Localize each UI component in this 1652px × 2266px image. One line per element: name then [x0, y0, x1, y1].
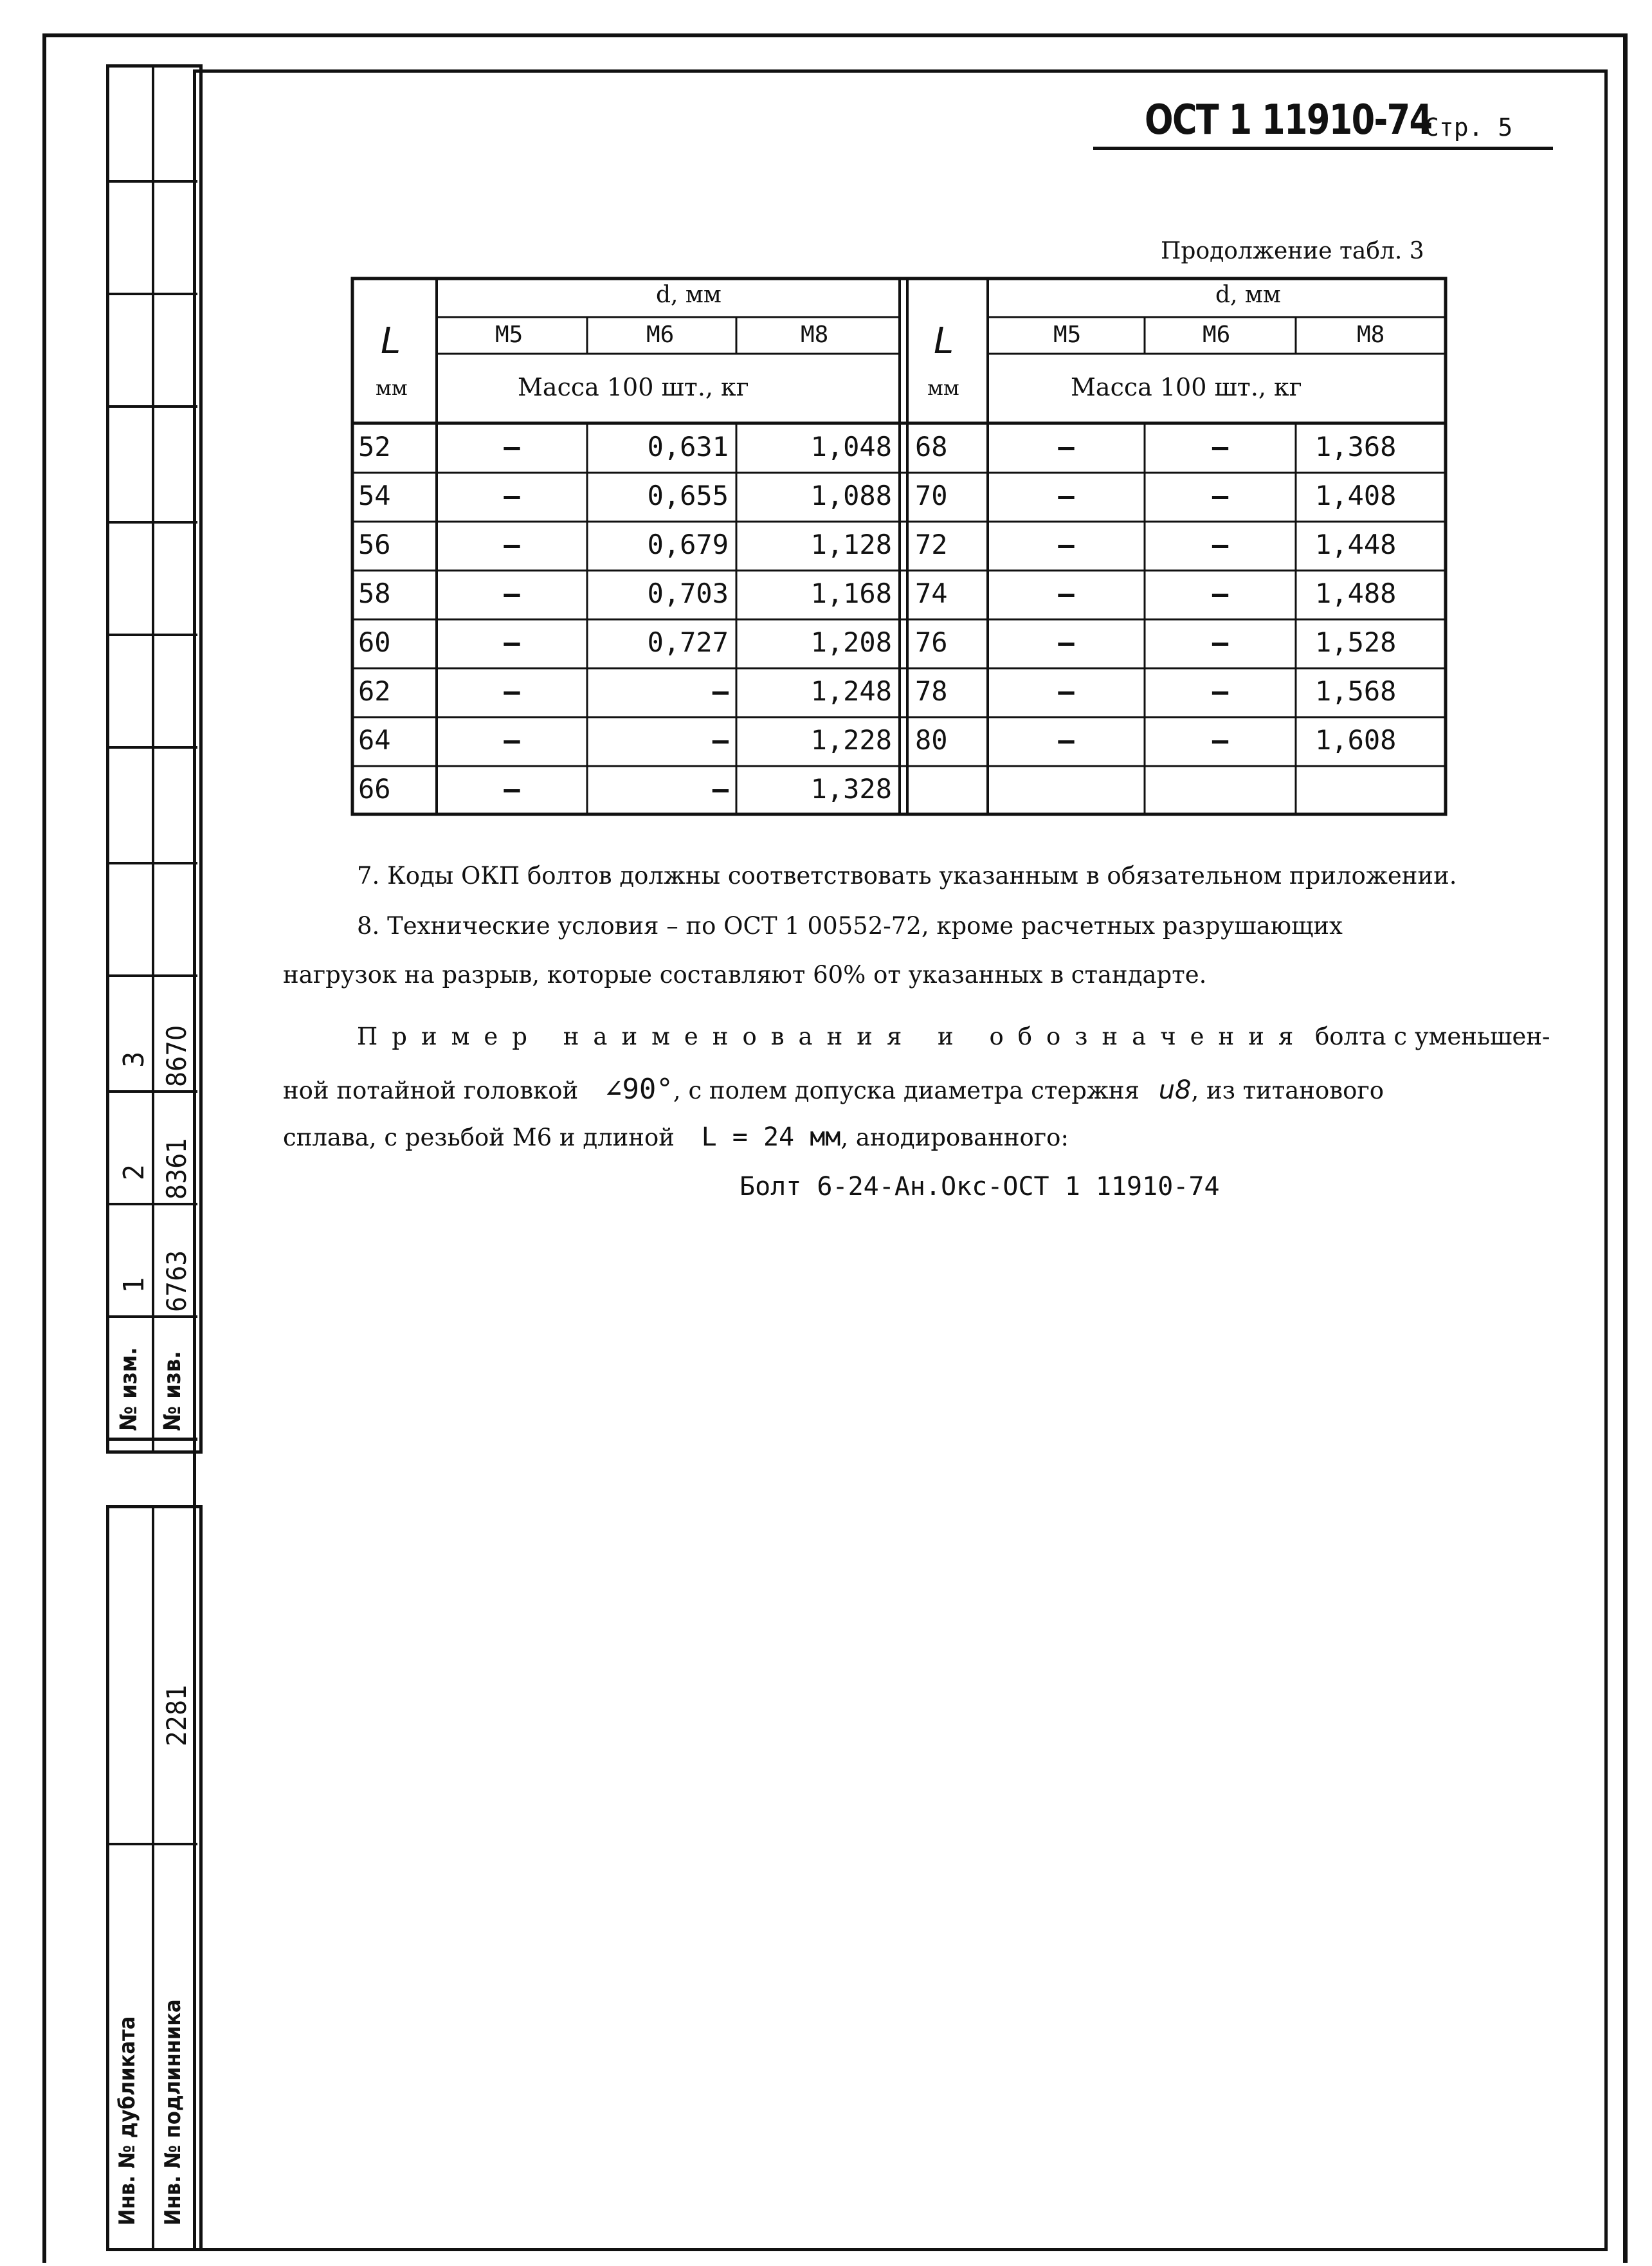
col-m8-right: М8 [1357, 322, 1385, 348]
table-cell-left-r6-m5: – [504, 675, 520, 707]
table-cell-right-r5-m6: – [1212, 626, 1229, 658]
example-line-1 [357, 1023, 1550, 1050]
table-cell-right-r5-length: 76 [915, 626, 948, 658]
original-inventory-number: 2281 [161, 1684, 192, 1746]
table-cell-left-r1-m8: 1,048 [810, 431, 892, 462]
table-cell-left-r3-m6: 0,679 [647, 529, 729, 560]
table-cell-left-r4-m8: 1,168 [810, 578, 892, 609]
table-cell-right-r6-m8: 1,568 [1315, 675, 1397, 707]
izm-label: № изм. [116, 1347, 142, 1431]
example-line-3-b: , анодированного: [840, 1124, 1069, 1151]
table-cell-left-r4-m6: 0,703 [647, 578, 729, 609]
length-unit-right: мм [927, 376, 959, 400]
angle-90: ∠90° [604, 1073, 673, 1106]
table-cell-right-r1-length: 68 [915, 431, 948, 462]
table-cell-left-r2-m6: 0,655 [647, 480, 729, 511]
table-cell-left-r4-length: 58 [358, 578, 391, 609]
table-cell-left-r1-m5: – [504, 431, 520, 462]
table-cell-right-r3-m5: – [1058, 529, 1075, 560]
izv-label: № изв. [159, 1351, 186, 1431]
example-line-2-c: , из титанового [1191, 1077, 1384, 1104]
col-m8-left: М8 [801, 322, 829, 348]
table-cell-right-r3-m6: – [1212, 529, 1229, 560]
col-m5-right: М5 [1053, 322, 1082, 348]
length-24: L = 24 мм [701, 1122, 841, 1152]
table-cell-right-r2-length: 70 [915, 480, 948, 511]
table-cell-right-r3-m8: 1,448 [1315, 529, 1397, 560]
table-cell-left-r6-m6: – [712, 675, 729, 707]
example-line-2-b: , с полем допуска диаметра стержня [673, 1077, 1139, 1104]
col-m5-left: М5 [495, 322, 523, 348]
tolerance-u8: u8 [1158, 1075, 1192, 1105]
diameter-header-right: d, мм [1215, 282, 1281, 308]
clause-8-line-1: 8. Технические условия – по ОСТ 1 00552-72, кроме расчетных разрушающих [357, 912, 1343, 940]
table-cell-left-r7-m6: – [712, 724, 729, 756]
table-cell-right-r4-m6: – [1212, 578, 1229, 609]
table-cell-left-r7-m5: – [504, 724, 520, 756]
table-cell-left-r2-m8: 1,088 [810, 480, 892, 511]
table-cell-right-r7-m6: – [1212, 724, 1229, 756]
table-cell-left-r7-m8: 1,228 [810, 724, 892, 756]
table-cell-right-r1-m8: 1,368 [1315, 431, 1397, 462]
table-cell-left-r8-m5: – [504, 773, 520, 805]
table-cell-right-r2-m5: – [1058, 480, 1075, 511]
notice-number-8361: 8361 [161, 1137, 192, 1200]
example-heading: Пример наименования и обозначения [357, 1023, 1308, 1050]
table-cell-left-r2-m5: – [504, 480, 520, 511]
table-cell-right-r4-m8: 1,488 [1315, 578, 1397, 609]
table-cell-left-r8-length: 66 [358, 773, 391, 805]
table-cell-left-r5-m5: – [504, 626, 520, 658]
notice-number-8670: 8670 [161, 1025, 192, 1087]
table-cell-left-r8-m8: 1,328 [810, 773, 892, 805]
table-cell-left-r5-m8: 1,208 [810, 626, 892, 658]
document-code: ОСТ 1 11910-74 [1145, 96, 1432, 144]
table-cell-left-r6-m8: 1,248 [810, 675, 892, 707]
notice-number-6763: 6763 [161, 1250, 192, 1312]
mass-header-left: Масса 100 шт., кг [518, 373, 749, 401]
table-cell-left-r6-length: 62 [358, 675, 391, 707]
header-underline [1093, 147, 1553, 150]
table-cell-left-r3-m5: – [504, 529, 520, 560]
table-cell-right-r6-m6: – [1212, 675, 1229, 707]
change-number-1: 1 [118, 1276, 150, 1293]
mass-header-right: Масса 100 шт., кг [1071, 373, 1302, 401]
col-m6-left: М6 [646, 322, 675, 348]
table-cell-right-r5-m8: 1,528 [1315, 626, 1397, 658]
example-line-2 [283, 1073, 1384, 1106]
length-symbol-right: L [934, 320, 954, 362]
table-cell-left-r2-length: 54 [358, 480, 391, 511]
table-cell-left-r8-m6: – [712, 773, 729, 805]
table-cell-right-r7-m5: – [1058, 724, 1075, 756]
table-cell-left-r1-length: 52 [358, 431, 391, 462]
table-cell-left-r4-m5: – [504, 578, 520, 609]
table-cell-right-r4-m5: – [1058, 578, 1075, 609]
table-cell-left-r3-length: 56 [358, 529, 391, 560]
example-line-3 [283, 1122, 1069, 1152]
table-cell-right-r3-length: 72 [915, 529, 948, 560]
page-label: Стр. 5 [1424, 113, 1513, 142]
table-caption: Продолжение табл. 3 [1161, 238, 1424, 264]
table-cell-left-r5-m6: 0,727 [647, 626, 729, 658]
duplicate-inventory-label: Инв. № дубликата [114, 2016, 140, 2225]
table-cell-right-r1-m5: – [1058, 431, 1075, 462]
table-cell-right-r6-m5: – [1058, 675, 1075, 707]
table-cell-right-r1-m6: – [1212, 431, 1229, 462]
table-cell-right-r5-m5: – [1058, 626, 1075, 658]
table-cell-left-r3-m8: 1,128 [810, 529, 892, 560]
table-cell-left-r1-m6: 0,631 [647, 431, 729, 462]
table-cell-right-r2-m6: – [1212, 480, 1229, 511]
col-m6-right: М6 [1203, 322, 1231, 348]
clause-7: 7. Коды ОКП болтов должны соответствовать указанным в обязательном приложении. [357, 862, 1457, 890]
table-cell-right-r6-length: 78 [915, 675, 948, 707]
change-number-2: 2 [118, 1164, 150, 1180]
original-inventory-label: Инв. № подлинника [160, 1999, 186, 2225]
example-line-3-a: сплава, с резьбой М6 и длиной [283, 1124, 675, 1151]
table-cell-right-r4-length: 74 [915, 578, 948, 609]
example-line-2-a: ной потайной головкой [283, 1077, 579, 1104]
example-line-1-rest: болта с уменьшен- [1314, 1023, 1550, 1050]
change-number-3: 3 [118, 1051, 150, 1068]
table-cell-right-r7-length: 80 [915, 724, 948, 756]
table-cell-right-r2-m8: 1,408 [1315, 480, 1397, 511]
clause-8-line-2: нагрузок на разрыв, которые составляют 60% от указанных в стандарте. [283, 961, 1207, 989]
table-cell-left-r7-length: 64 [358, 724, 391, 756]
designation-example: Болт 6-24-Ан.Окс-ОСТ 1 11910-74 [740, 1172, 1220, 1202]
table-cell-right-r7-m8: 1,608 [1315, 724, 1397, 756]
table-cell-left-r5-length: 60 [358, 626, 391, 658]
diameter-header-left: d, мм [656, 282, 722, 308]
length-symbol-left: L [381, 320, 401, 362]
length-unit-left: мм [376, 376, 408, 400]
